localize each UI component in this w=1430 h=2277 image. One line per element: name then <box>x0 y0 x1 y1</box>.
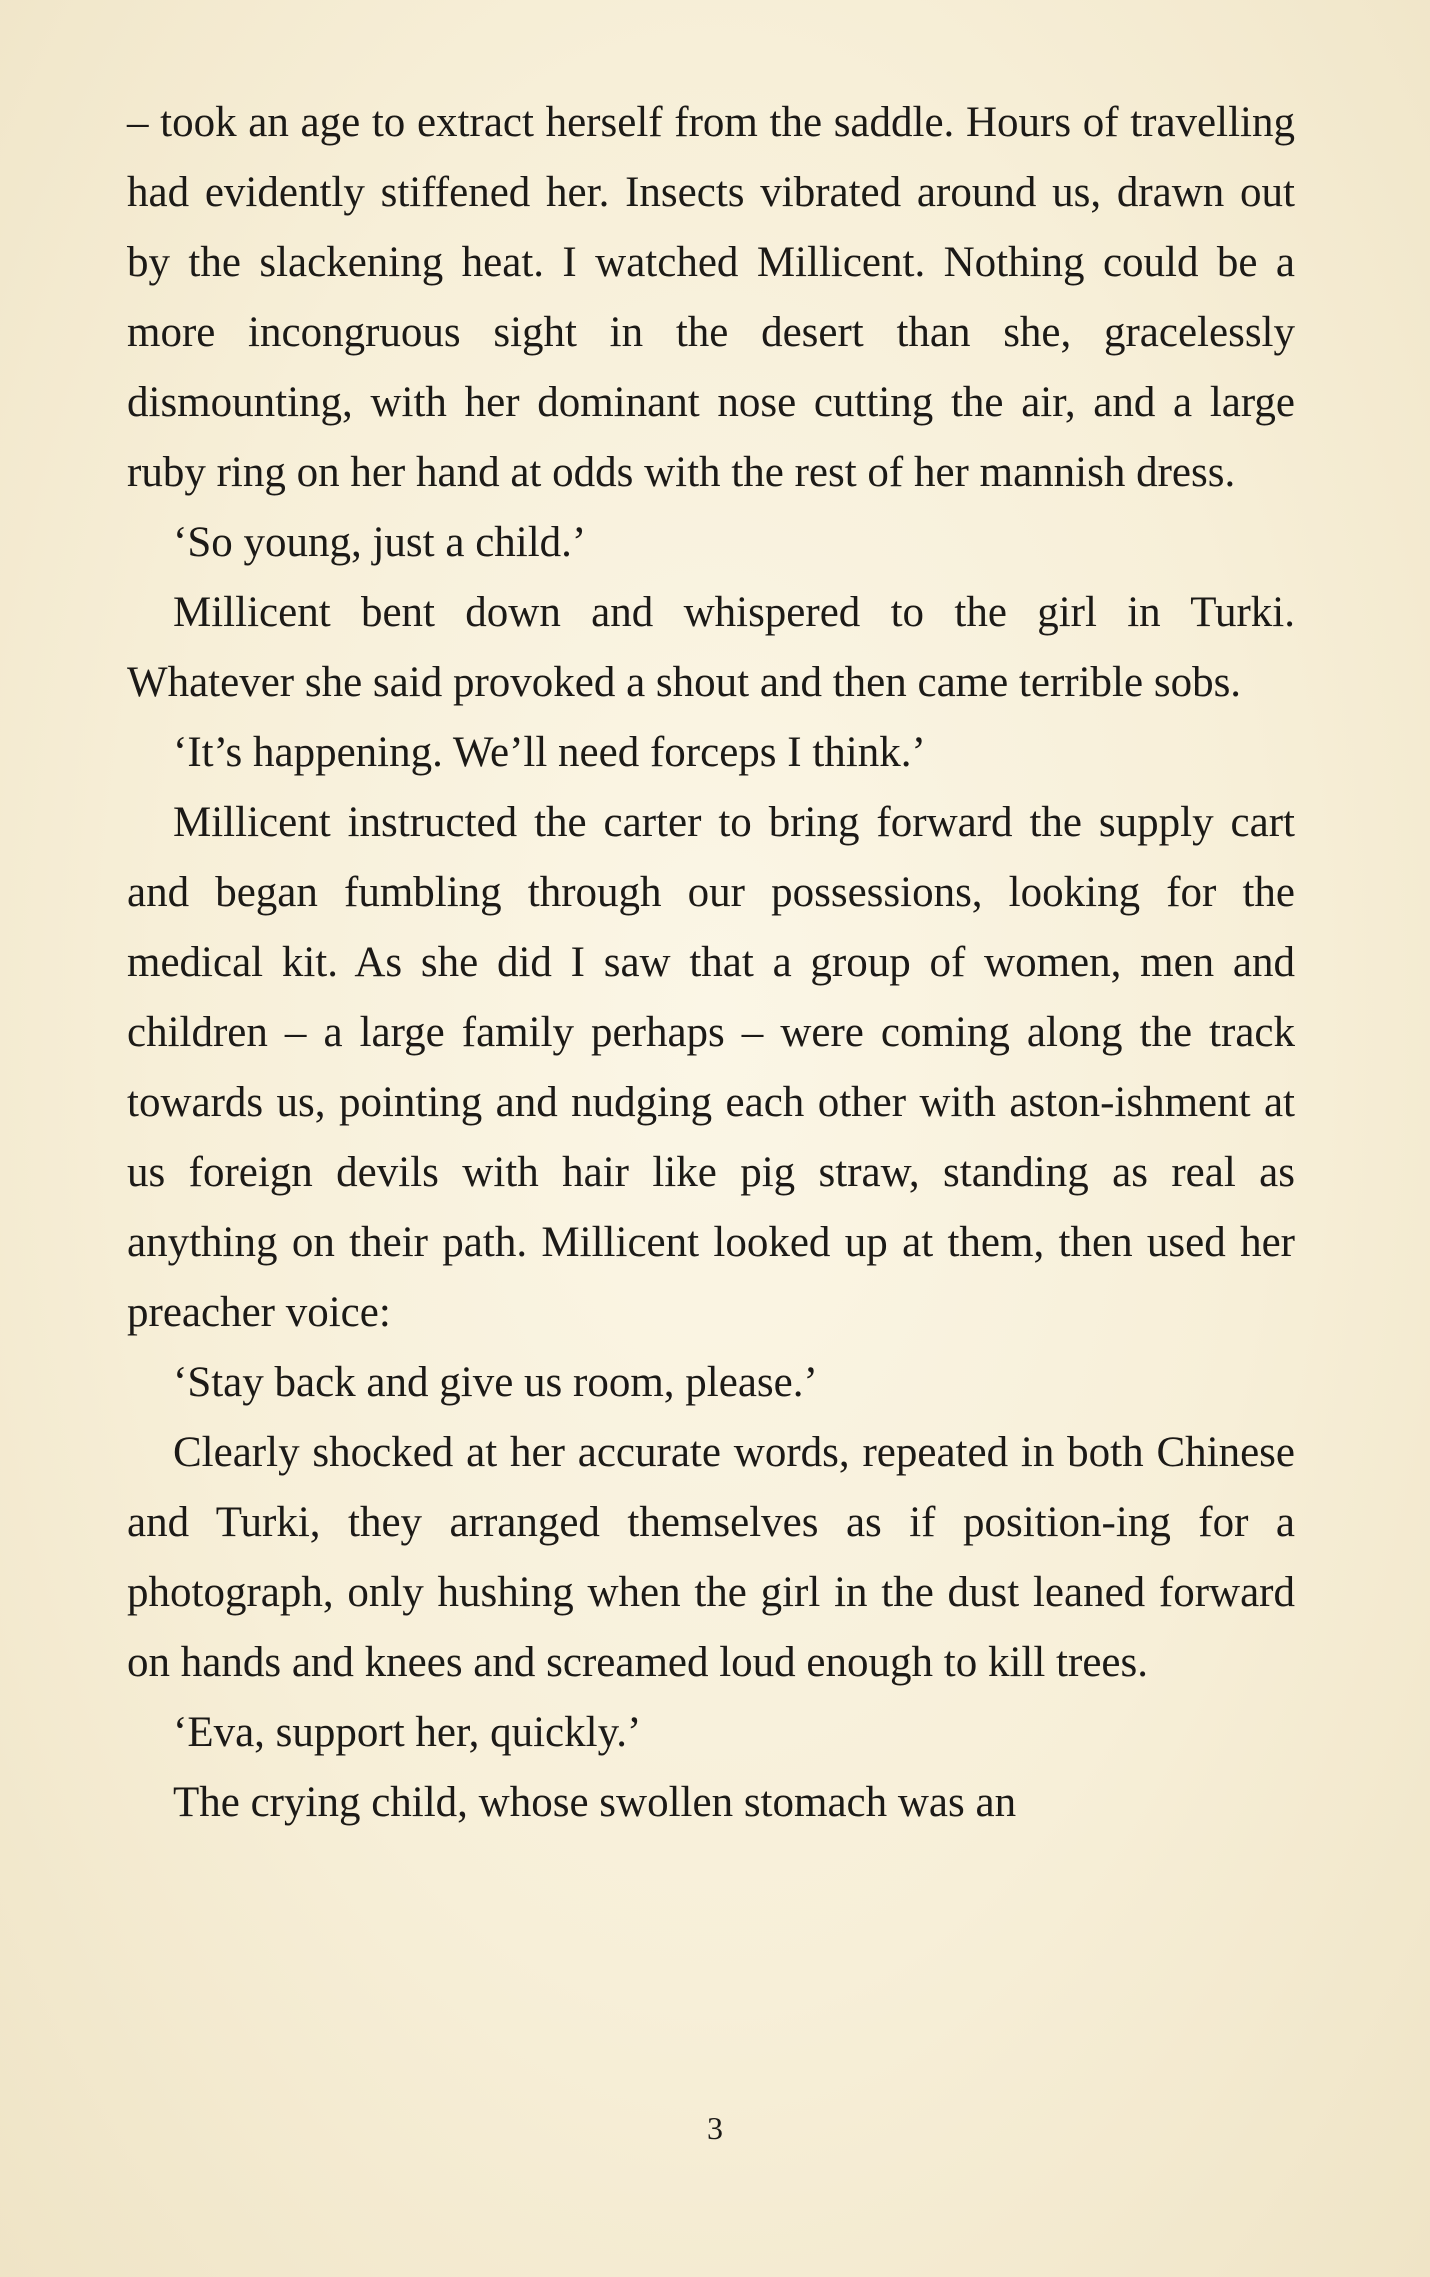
body-text <box>127 88 1295 1838</box>
paragraph: – took an age to extract herself from the saddle. Hours of travelling had evidently stiffened her. Insects vibrated around us, drawn out by the slackening heat. I watched Millicent. Nothing could be a more incongruous sight in the desert than she, gracelessly dismounting, with her dominant nose cutting the air, and a large ruby ring on her hand at odds with the rest of her mannish dress. <box>127 99 1295 496</box>
paragraph: ‘Eva, support her, quickly.’ <box>173 1709 642 1756</box>
paragraph: ‘Stay back and give us room, please.’ <box>173 1359 818 1406</box>
paragraph: ‘So young, just a child.’ <box>173 519 587 566</box>
paragraph: Millicent instructed the carter to bring forward the supply cart and began fumbling through our possessions, looking for the medical kit. As she did I saw that a group of women, men and children – a large family perhaps – were coming along the track towards us, pointing and nudging each other with aston-ishment at us foreign devils with hair like pig straw, standing as real as anything on their path. Millicent looked up at them, then used her preacher voice: <box>127 799 1295 1336</box>
paragraph: Millicent bent down and whispered to the girl in Turki. Whatever she said provoked a shout and then came terrible sobs. <box>127 589 1295 706</box>
paragraph: Clearly shocked at her accurate words, repeated in both Chinese and Turki, they arranged themselves as if position-ing for a photograph, only hushing when the girl in the dust leaned forward on hands and knees and screamed loud enough to kill trees. <box>127 1429 1295 1686</box>
paragraph: The crying child, whose swollen stomach was an <box>173 1779 1017 1826</box>
paragraph: ‘It’s happening. We’ll need forceps I think.’ <box>173 729 926 776</box>
page-number: 3 <box>707 2110 723 2146</box>
